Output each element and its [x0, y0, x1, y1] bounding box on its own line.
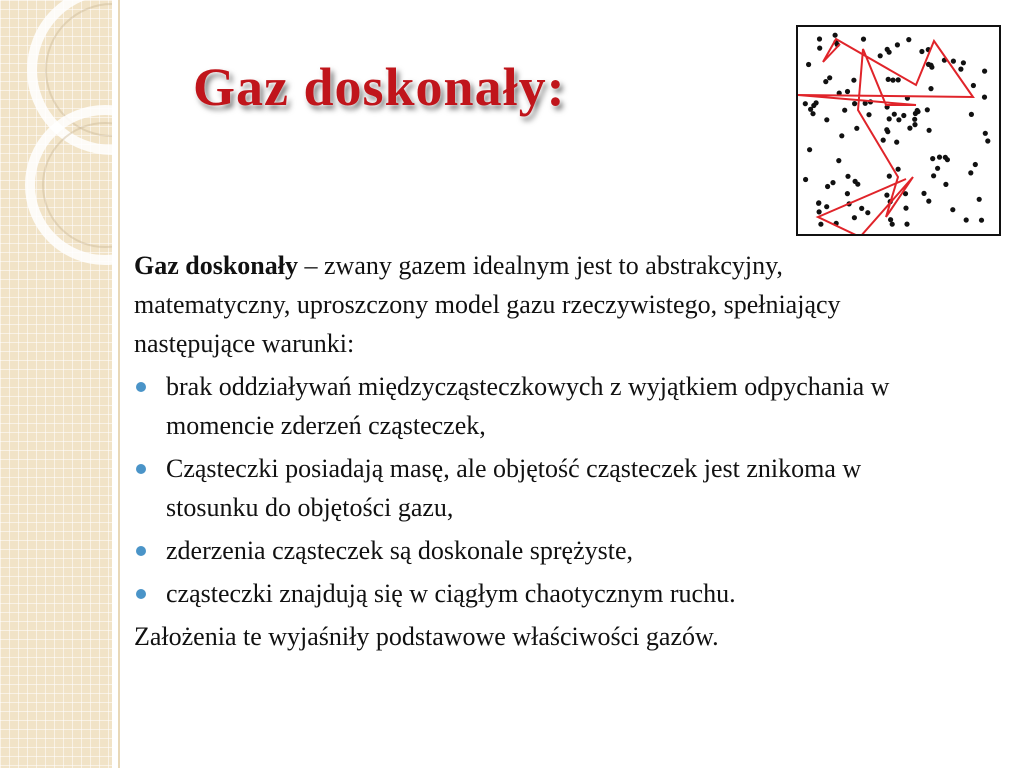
molecule-dot — [816, 201, 821, 206]
molecule-dot — [921, 191, 926, 196]
molecule-dot — [853, 179, 858, 184]
molecule-dot — [906, 37, 911, 42]
molecule-dot — [833, 33, 838, 38]
slide-title: Gaz doskonały: — [193, 57, 566, 117]
list-item-text: Cząsteczki posiadają masę, ale objętość cząsteczek jest znikoma w stosunku do objętości gazu, — [166, 454, 862, 522]
molecule-dot — [973, 162, 978, 167]
molecule-dot — [950, 207, 955, 212]
molecule-dot — [817, 36, 822, 41]
molecule-dot — [982, 69, 987, 74]
list-item — [134, 367, 944, 445]
molecule-dot — [845, 191, 850, 196]
molecule-dot — [892, 112, 897, 117]
molecule-dot — [919, 49, 924, 54]
list-item-text: cząsteczki znajdują się w ciągłym chaotycznym ruchu. — [166, 579, 736, 608]
molecule-dot — [964, 217, 969, 222]
molecule-dot — [818, 222, 823, 227]
molecule-dot — [808, 107, 813, 112]
molecule-dot — [937, 155, 942, 160]
molecule-dot — [888, 217, 893, 222]
molecule-dot — [825, 184, 830, 189]
molecule-dot — [852, 215, 857, 220]
molecule-dot — [851, 78, 856, 83]
molecule-dot — [896, 167, 901, 172]
molecule-dot — [943, 182, 948, 187]
molecule-dot — [887, 174, 892, 179]
molecule-dot — [854, 126, 859, 131]
molecule-dot — [827, 75, 832, 80]
molecule-dot — [881, 138, 886, 143]
molecule-dot — [928, 86, 933, 91]
bullet-icon — [136, 464, 146, 474]
molecule-dot — [890, 222, 895, 227]
molecule-dot — [971, 83, 976, 88]
molecule-dot — [930, 156, 935, 161]
molecule-dot — [904, 222, 909, 227]
molecule-dot — [907, 126, 912, 131]
list-item — [134, 449, 944, 527]
intro-paragraph — [134, 246, 944, 363]
molecule-dot — [896, 77, 901, 82]
intro-term: Gaz doskonały — [134, 251, 298, 280]
molecule-dot — [859, 206, 864, 211]
list-item — [134, 531, 944, 570]
molecule-dot — [861, 37, 866, 42]
molecule-dot — [896, 117, 901, 122]
molecule-dot — [943, 155, 948, 160]
molecule-dot — [810, 111, 815, 116]
molecule-dot — [935, 166, 940, 171]
molecule-dot — [977, 197, 982, 202]
molecule-dot — [926, 199, 931, 204]
bullet-icon — [136, 382, 146, 392]
slide-body — [134, 246, 944, 656]
molecule-dot — [901, 113, 906, 118]
decorative-side-band — [0, 0, 112, 768]
molecule-dot — [915, 108, 920, 113]
molecule-dot — [895, 42, 900, 47]
side-divider — [118, 0, 120, 768]
molecule-dot — [886, 77, 891, 82]
molecule-dot — [884, 127, 889, 132]
molecule-dot — [865, 210, 870, 215]
molecule-dot — [985, 138, 990, 143]
molecule-dot — [866, 112, 871, 117]
conclusion-paragraph: Założenia te wyjaśniły podstawowe właściwości gazów. — [134, 622, 719, 651]
conditions-list — [134, 367, 944, 613]
molecule-dot — [803, 177, 808, 182]
molecule-dot — [842, 108, 847, 113]
molecule-dot — [884, 193, 889, 198]
bullet-icon — [136, 589, 146, 599]
gas-molecules-icon — [798, 27, 999, 234]
molecule-dot — [894, 140, 899, 145]
molecule-dot — [830, 180, 835, 185]
molecule-dot — [852, 101, 857, 106]
molecule-dot — [887, 116, 892, 121]
molecule-dot — [806, 62, 811, 67]
molecule-dot — [823, 79, 828, 84]
molecule-dot — [958, 67, 963, 72]
molecule-dot — [912, 117, 917, 122]
molecule-dot — [929, 65, 934, 70]
molecule-dot — [903, 206, 908, 211]
molecule-dot — [803, 101, 808, 106]
molecule-dot — [983, 131, 988, 136]
molecule-dot — [925, 107, 930, 112]
molecule-dot — [807, 147, 812, 152]
molecule-dot — [878, 53, 883, 58]
molecule-dot — [824, 204, 829, 209]
molecule-dot — [969, 112, 974, 117]
molecule-dot — [845, 89, 850, 94]
molecule-dot — [845, 174, 850, 179]
molecule-dot — [931, 173, 936, 178]
molecule-dot — [890, 78, 895, 83]
molecule-dot — [817, 46, 822, 51]
molecule-dot — [968, 170, 973, 175]
molecule-dot — [961, 60, 966, 65]
list-item — [134, 574, 944, 613]
intro-text: – zwany gazem idealnym jest to abstrakcyjny, matematyczny, uproszczony model gazu rzeczywistego, spełniający następujące warunki: — [134, 251, 841, 358]
bullet-icon — [136, 546, 146, 556]
molecule-dot — [839, 133, 844, 138]
molecule-dot — [885, 47, 890, 52]
molecule-dot — [824, 117, 829, 122]
molecule-dot — [982, 95, 987, 100]
molecule-dot — [979, 218, 984, 223]
molecule-dot — [836, 158, 841, 163]
decorative-circles — [0, 0, 112, 768]
molecule-dot — [927, 128, 932, 133]
molecule-dot — [951, 59, 956, 64]
molecule-dot — [912, 122, 917, 127]
molecule-dot — [817, 209, 822, 214]
list-item-text: zderzenia cząsteczek są doskonale sprężyste, — [166, 536, 634, 565]
gas-molecules-figure — [796, 25, 1001, 236]
list-item-text: brak oddziaływań międzycząsteczkowych z wyjątkiem odpychania w momencie zderzeń cząsteczek, — [166, 372, 890, 440]
